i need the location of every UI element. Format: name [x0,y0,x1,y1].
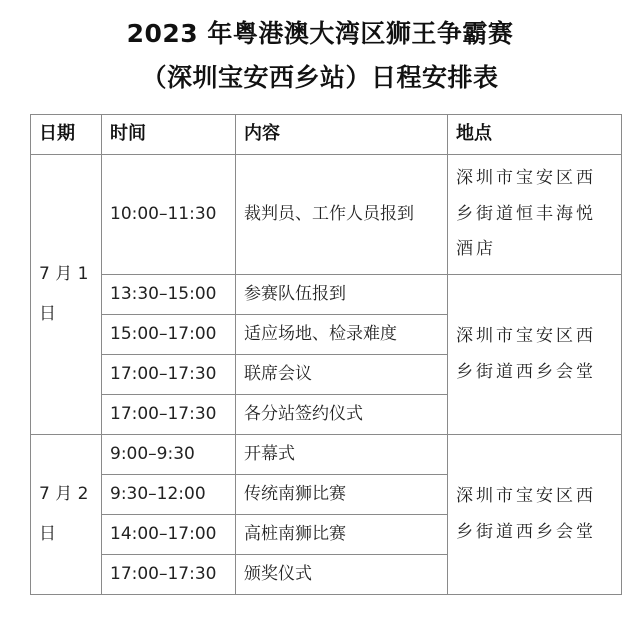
time-cell: 17:00–17:30 [102,355,236,395]
content-cell: 联席会议 [236,355,448,395]
content-cell: 颁奖仪式 [236,555,448,595]
date-cell-day1: 7 月 1 日 [31,155,102,435]
title-line-1: 2023 年粤港澳大湾区狮王争霸赛 [126,19,514,48]
table-row [31,155,622,275]
table-row [31,275,622,315]
time-cell: 9:00–9:30 [102,435,236,475]
content-cell: 适应场地、检录难度 [236,315,448,355]
header-row [31,115,622,155]
content-cell: 传统南狮比赛 [236,475,448,515]
time-cell: 9:30–12:00 [102,475,236,515]
place-cell-hall-day2: 深圳市宝安区西乡街道西乡会堂 [448,435,622,595]
time-cell: 17:00–17:30 [102,395,236,435]
header-place: 地点 [448,115,622,155]
title-line-2: （深圳宝安西乡站）日程安排表 [141,63,499,92]
content-cell: 开幕式 [236,435,448,475]
header-date: 日期 [31,115,102,155]
time-cell: 10:00–11:30 [102,155,236,275]
schedule-table [30,114,622,595]
content-cell: 高桩南狮比赛 [236,515,448,555]
header-time: 时间 [102,115,236,155]
time-cell: 13:30–15:00 [102,275,236,315]
date-cell-day2: 7 月 2 日 [31,435,102,595]
header-content: 内容 [236,115,448,155]
table-row [31,435,622,475]
content-cell: 参赛队伍报到 [236,275,448,315]
time-cell: 15:00–17:00 [102,315,236,355]
content-cell: 各分站签约仪式 [236,395,448,435]
content-cell: 裁判员、工作人员报到 [236,155,448,275]
time-cell: 14:00–17:00 [102,515,236,555]
place-cell-hotel: 深圳市宝安区西乡街道恒丰海悦酒店 [448,155,622,275]
time-cell: 17:00–17:30 [102,555,236,595]
place-cell-hall-day1: 深圳市宝安区西乡街道西乡会堂 [448,275,622,435]
